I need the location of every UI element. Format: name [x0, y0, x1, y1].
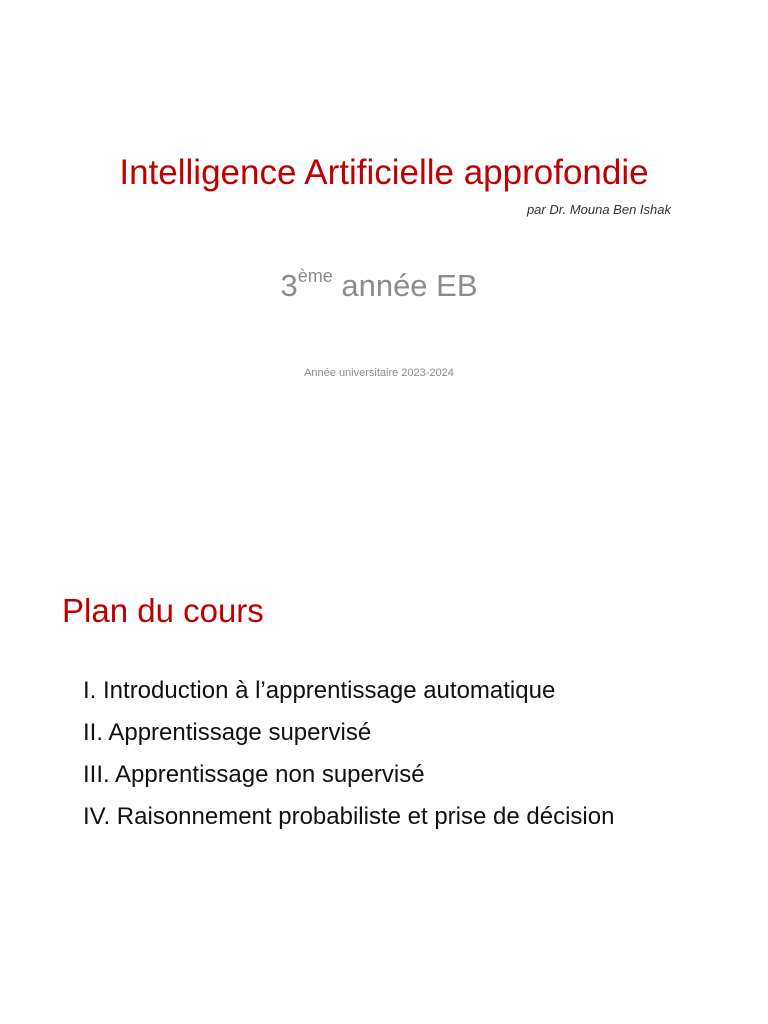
plan-item: I. Introduction à l’apprentissage automatique	[83, 677, 556, 704]
outline-slide	[0, 512, 768, 1024]
plan-item: III. Apprentissage non supervisé	[83, 761, 425, 788]
year-rest: année EB	[332, 268, 478, 303]
plan-item: IV. Raisonnement probabiliste et prise de décision	[83, 803, 615, 830]
year-level	[0, 268, 758, 304]
author-line: par Dr. Mouna Ben Ishak	[526, 202, 671, 217]
year-number: 3	[280, 268, 298, 303]
plan-title: Plan du cours	[62, 592, 264, 629]
plan-item: II. Apprentissage supervisé	[83, 719, 372, 746]
academic-year: Année universitaire 2023-2024	[304, 367, 454, 379]
year-superscript: ème	[297, 266, 333, 286]
plan-list	[83, 670, 614, 838]
course-title: Intelligence Artificielle approfondie	[119, 153, 649, 192]
